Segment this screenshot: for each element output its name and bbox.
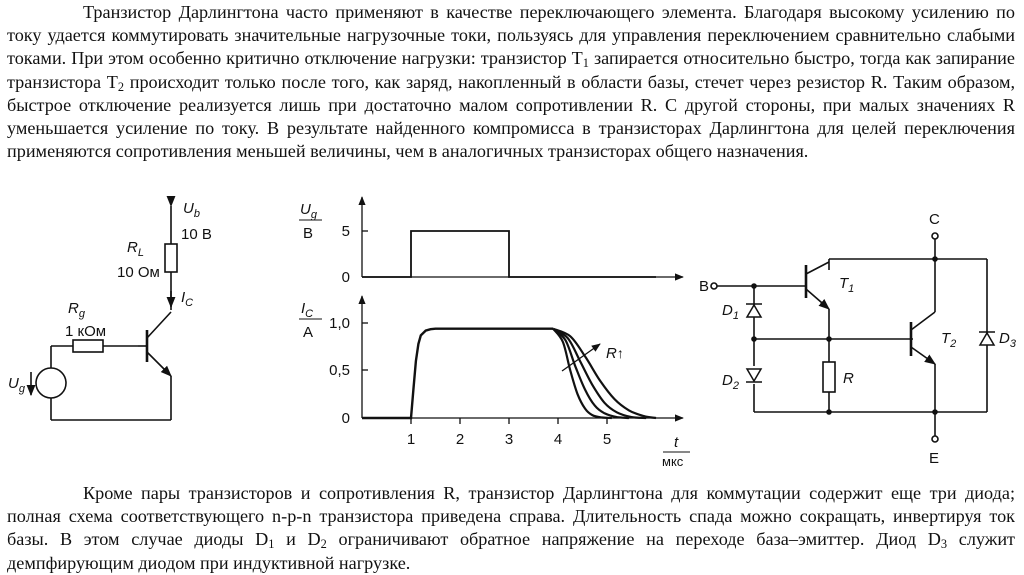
- chart-ug-ytick-label-0: 0: [341, 269, 350, 286]
- chart-ic-xtick-label: 1: [406, 431, 416, 448]
- terminal-b: [711, 283, 717, 289]
- node-dot: [751, 283, 757, 289]
- left-circuit-labels: [8, 200, 212, 395]
- t1-emitter: [806, 289, 829, 309]
- transistor-left-collector: [147, 312, 171, 338]
- chart-ug-ylabel: $U_g$: [300, 201, 317, 221]
- node-dot: [751, 336, 757, 342]
- label-r: R: [843, 370, 854, 387]
- chart-ic-xtick-label: 2: [455, 431, 465, 448]
- rl-resistor: [165, 244, 177, 272]
- transistor-left-emitter: [147, 352, 171, 376]
- diode-d1: [747, 305, 761, 317]
- chart-ic-xtick-label: 5: [602, 431, 612, 448]
- t1-collector: [806, 262, 829, 274]
- chart-ic-ytick-label-1: 1,0: [329, 315, 350, 332]
- chart-ic-xtick-label: 4: [553, 431, 563, 448]
- diode-d2: [747, 369, 761, 381]
- label-t1: $T_1$: [839, 275, 855, 295]
- rl-value: 10 Ом: [117, 264, 160, 281]
- label-e: E: [929, 450, 940, 467]
- chart-ic-fall-4-line: [553, 329, 656, 418]
- chart-ic-xtick-label: 3: [504, 431, 514, 448]
- label-b: B: [699, 278, 710, 295]
- label-d1: $D_1$: [722, 302, 739, 322]
- chart-ic-ytick-label-0: 0: [341, 410, 350, 427]
- label-d3: $D_3$: [999, 330, 1016, 350]
- r-resistor: [823, 362, 835, 392]
- label-c: C: [929, 211, 940, 228]
- chart-ic-main-line: [362, 329, 553, 418]
- paragraph-2: Кроме пары транзисторов и сопротивления R, транзистор Дарлингтона для коммутации содержит еще три диода; полная схема соответствующего n-p-n транзистора приведена справа. Длительность спада можно сокращать, инвертируя ток базы. В этом случае диоды $D_1$ и $D_2$ ограничивают обратное напряжение на переходе база–эмиттер. Диод $D_3$ служит демпфирующим диодом при индуктивной нагрузке.: [7, 483, 1015, 573]
- rg-value: 1 кОм: [65, 323, 107, 340]
- chart-ic-ytick-label-05: 0,5: [329, 362, 350, 379]
- chart-ic-xunit: мкс: [662, 454, 684, 469]
- label-d2: $D_2$: [722, 372, 739, 392]
- node-dot: [932, 256, 938, 262]
- rg-label: $R_g$: [68, 300, 85, 320]
- node-dot: [932, 409, 938, 415]
- node-dot: [826, 336, 832, 342]
- ub-value: 10 В: [181, 226, 212, 243]
- chart-ug: [299, 197, 683, 286]
- terminal-e: [932, 436, 938, 442]
- rl-label: $R_L$: [127, 239, 144, 259]
- terminal-c: [932, 233, 938, 239]
- t2-emitter: [911, 347, 935, 364]
- chart-ug-ytick-label-5: 5: [341, 223, 350, 240]
- chart-ug-yunit: В: [303, 225, 314, 242]
- chart-ic: [299, 296, 690, 469]
- chart-ic-yunit: А: [303, 324, 314, 341]
- chart-ic-r-annotation: R↑: [606, 345, 624, 362]
- chart-ic-fall-2-line: [553, 329, 629, 418]
- ic-label: $I_C$: [181, 289, 194, 309]
- ug-source: [36, 368, 66, 398]
- t2-collector: [911, 312, 935, 330]
- chart-ug-series-line: [362, 231, 656, 277]
- paragraph-1: Транзистор Дарлингтона часто применяют в качестве переключающего элемента. Благодаря высокому усилению по току удается коммутировать значительные нагрузочные токи, пользуясь для управления переключением сравнительно слабыми токами. При этом особенно критично отключение нагрузки: транзистор $Т_1$ запирается относительно быстро, тогда как запирание транзистора $Т_2$ происходит только после того, как заряд, накопленный в области базы, стечет через резистор R. Таким образом, быстрое отключение реализуется лишь при достаточно малом сопротивлении R. С другой стороны, при малых значениях R уменьшается усиление по току. В результате найденного компромисса в транзисторах Дарлингтона для целей переключения применяются сопротивления меньшей величины, чем в аналогичных транзисторах общего назначения.: [7, 2, 1016, 162]
- chart-ic-xlabel: t: [674, 434, 679, 451]
- chart-ic-fall-1-line: [553, 329, 612, 418]
- chart-ic-ylabel: $I_C$: [301, 300, 314, 320]
- rg-resistor: [73, 340, 103, 352]
- node-dot: [826, 409, 832, 415]
- diode-d3: [980, 333, 994, 345]
- right-circuit-diodes: [746, 304, 995, 382]
- ub-label: $U_b$: [183, 200, 200, 220]
- left-circuit: [31, 206, 177, 420]
- label-t2: $T_2$: [941, 330, 957, 350]
- ug-label: $U_g$: [8, 375, 25, 395]
